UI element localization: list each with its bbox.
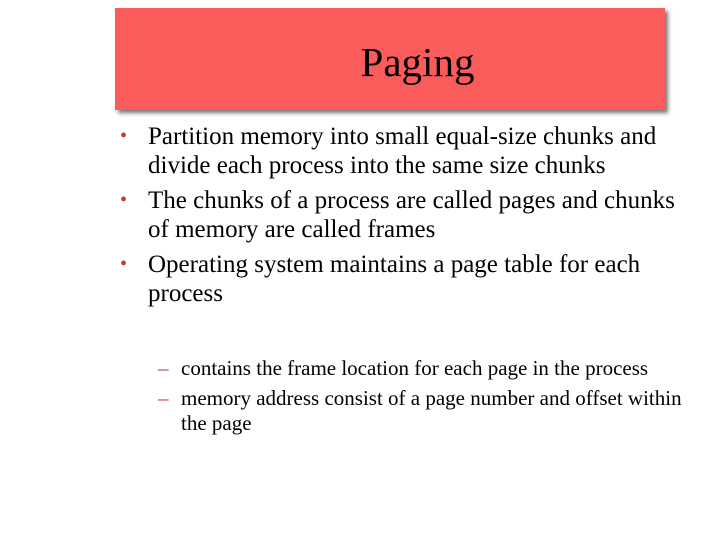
bullet-text: The chunks of a process are called pages and chunks of memory are called frames (148, 187, 675, 243)
slide-title: Paging (360, 39, 475, 85)
subbullet-item (158, 386, 688, 436)
bullet-dot-icon: • (120, 253, 128, 275)
bullet-dot-icon: • (120, 189, 128, 211)
subbullet-text: memory address consist of a page number and offset within the page (181, 386, 682, 435)
bullet-item (120, 122, 700, 180)
bullet-text: Operating system maintains a page table for each process (148, 251, 641, 307)
bullet-dot-icon: • (120, 125, 128, 147)
bullet-list (120, 122, 700, 314)
bullet-item (120, 186, 700, 244)
bullet-item (120, 250, 700, 308)
subbullet-list (158, 356, 688, 441)
dash-icon: – (158, 356, 169, 380)
subbullet-item (158, 356, 688, 381)
bullet-text: Partition memory into small equal-size chunks and divide each process into the same size chunks (148, 123, 657, 179)
subbullet-text: contains the frame location for each page in the process (181, 356, 649, 380)
dash-icon: – (158, 386, 169, 410)
